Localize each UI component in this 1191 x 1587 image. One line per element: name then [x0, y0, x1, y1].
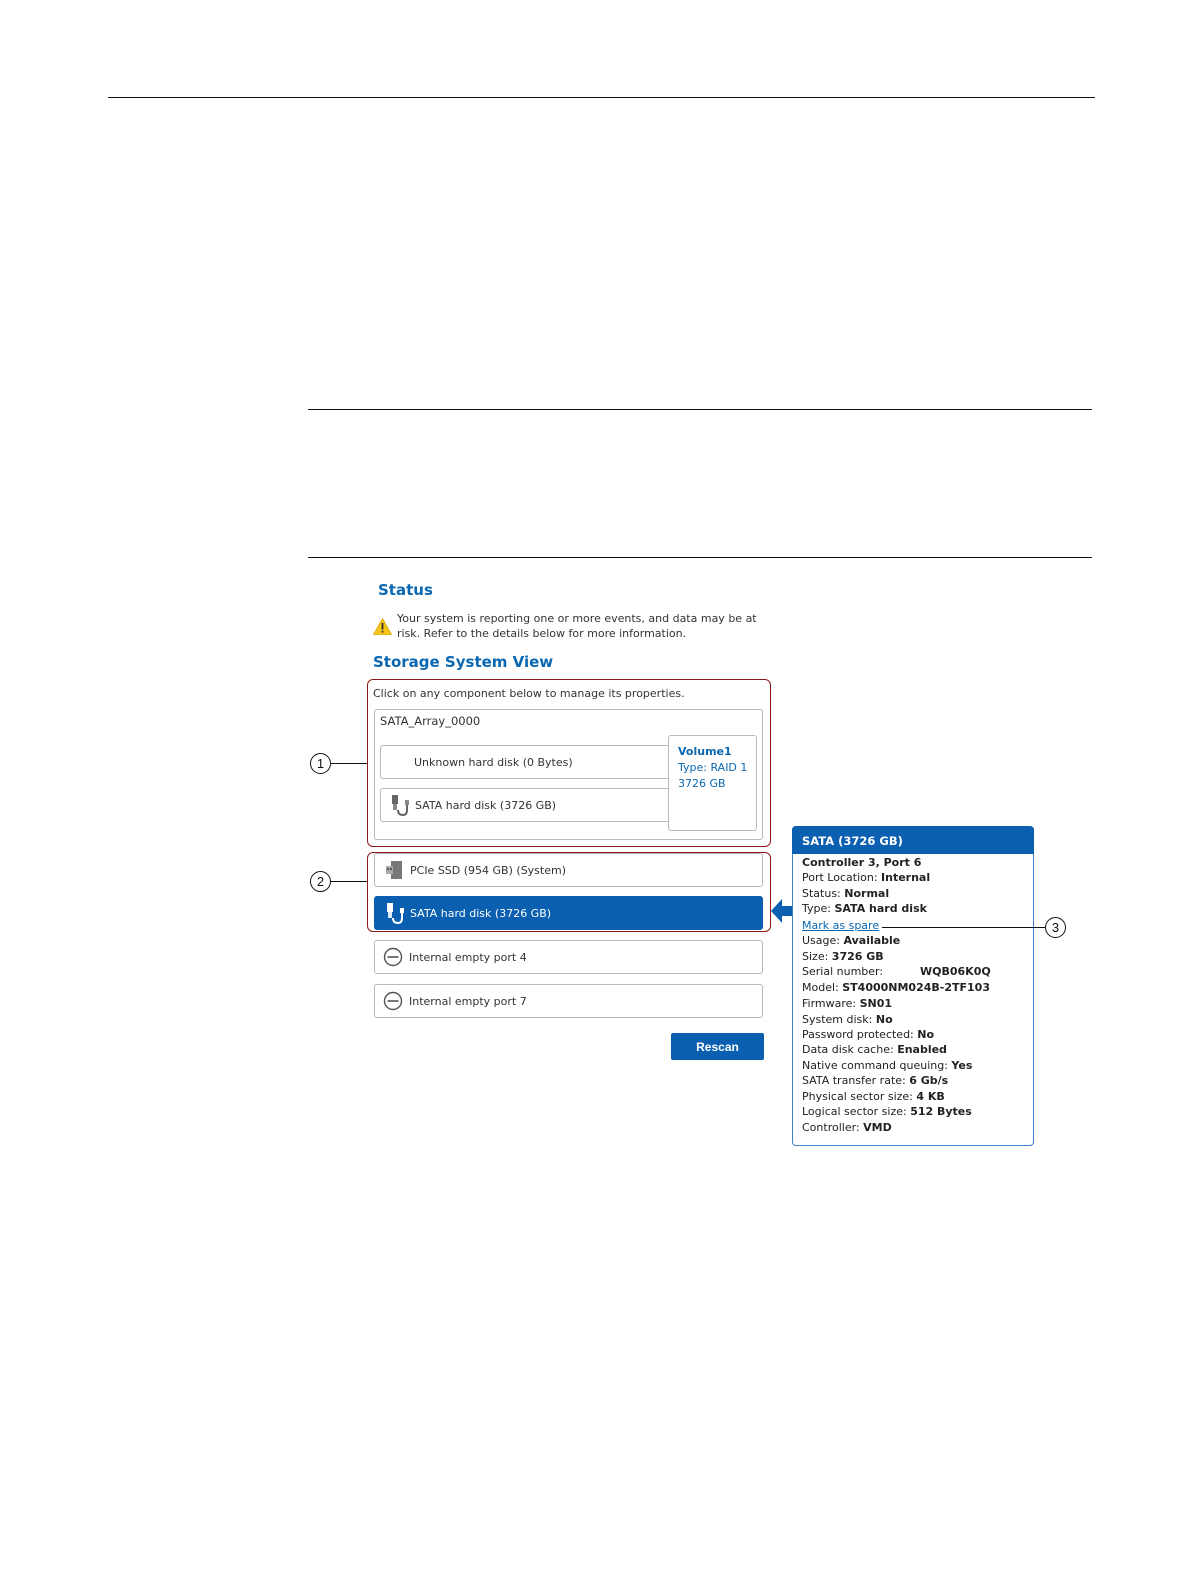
mark-as-spare-link[interactable]: Mark as spare [802, 919, 880, 932]
array-disk-unknown[interactable] [380, 745, 670, 779]
callout-2: 2 [310, 871, 331, 892]
detail-sata-transfer-rate: SATA transfer rate: 6 Gb/s [802, 1074, 949, 1087]
detail-type: Type: SATA hard disk [802, 902, 927, 915]
arrow-left-icon [771, 898, 793, 924]
status-message: Your system is reporting one or more events, and data may be at risk. Refer to the details below for more information. [397, 612, 757, 640]
detail-system-disk: System disk: No [802, 1013, 893, 1026]
ssd-icon [385, 860, 405, 880]
disk-label: Unknown hard disk (0 Bytes) [414, 755, 573, 769]
device-empty-port-7[interactable] [374, 984, 763, 1018]
detail-data-disk-cache: Data disk cache: Enabled [802, 1043, 947, 1056]
disk-label: SATA hard disk (3726 GB) [415, 798, 557, 812]
device-label: PCIe SSD (954 GB) (System) [410, 863, 566, 877]
device-empty-port-4[interactable] [374, 940, 763, 974]
detail-physical-sector-size: Physical sector size: 4 KB [802, 1090, 945, 1103]
empty-port-icon [383, 991, 403, 1011]
volume-type: Type: RAID 1 [678, 761, 748, 774]
device-label: Internal empty port 7 [409, 994, 527, 1008]
storage-view-title: Storage System View [373, 653, 554, 671]
device-label: Internal empty port 4 [409, 950, 527, 964]
device-label: SATA hard disk (3726 GB) [410, 906, 552, 920]
array-name: SATA_Array_0000 [380, 714, 481, 728]
status-title: Status [378, 581, 433, 599]
sata-cable-icon [385, 902, 405, 924]
detail-logical-sector-size: Logical sector size: 512 Bytes [802, 1105, 972, 1118]
rescan-button[interactable]: Rescan [671, 1033, 764, 1060]
detail-usage: Usage: Available [802, 934, 901, 947]
detail-size: Size: 3726 GB [802, 950, 884, 963]
array-disk-sata[interactable] [380, 788, 670, 822]
callout-1-line [331, 763, 367, 764]
volume-size: 3726 GB [678, 777, 726, 790]
callout-2-line [331, 881, 367, 882]
instruction-text: Click on any component below to manage its properties. [373, 687, 685, 700]
detail-password-protected: Password protected: No [802, 1028, 935, 1041]
volume-name: Volume1 [678, 745, 732, 758]
section-rule-bottom [308, 557, 1092, 558]
warning-triangle-icon [373, 618, 392, 635]
section-rule-top [308, 409, 1092, 410]
sata-cable-icon [390, 794, 410, 816]
detail-controller: Controller: VMD [802, 1121, 892, 1134]
callout-3: 3 [1045, 917, 1066, 938]
detail-serial-number: Serial number: WQB06K0Q [802, 965, 991, 978]
device-pcie-ssd[interactable] [374, 853, 763, 887]
empty-port-icon [383, 947, 403, 967]
callout-3-line [882, 927, 1045, 928]
details-heading: Controller 3, Port 6 [802, 856, 922, 869]
detail-model: Model: ST4000NM024B-2TF103 [802, 981, 990, 994]
detail-ncq: Native command queuing: Yes [802, 1059, 973, 1072]
header-rule [108, 97, 1095, 98]
detail-firmware: Firmware: SN01 [802, 997, 893, 1010]
detail-status: Status: Normal [802, 887, 890, 900]
callout-1: 1 [310, 753, 331, 774]
device-sata-selected[interactable] [374, 896, 763, 930]
detail-port-location: Port Location: Internal [802, 871, 931, 884]
details-panel-title: SATA (3726 GB) [792, 826, 1034, 854]
volume-card[interactable] [668, 735, 757, 831]
